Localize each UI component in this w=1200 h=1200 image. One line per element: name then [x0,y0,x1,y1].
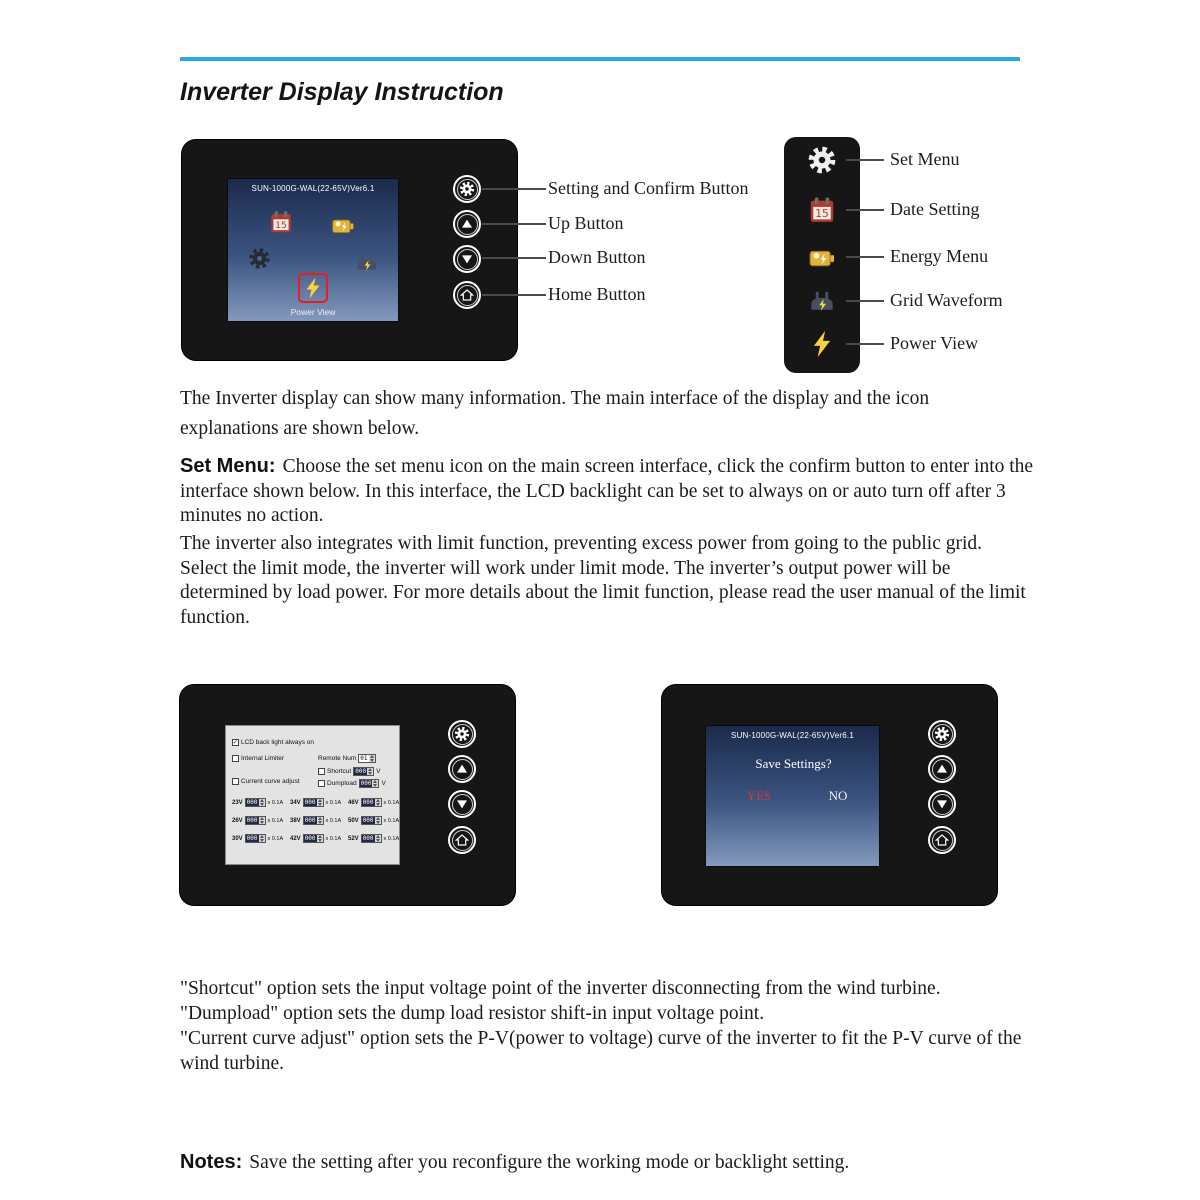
page-title: Inverter Display Instruction [180,78,504,106]
yes-button[interactable]: YES [746,788,772,803]
grid-waveform-icon[interactable] [354,249,380,275]
no-button[interactable]: NO [828,788,848,803]
voltage-label: 46V [348,799,359,806]
lightning-icon[interactable] [301,276,325,300]
down-button[interactable] [448,790,476,818]
gear-icon [454,726,470,742]
dumpload-checkbox[interactable] [318,780,325,787]
current-suffix: x 0.1A [267,817,284,824]
current-value: 000 [246,799,258,806]
up-arrow-icon [459,216,475,232]
callout-line [846,159,884,161]
button-label: Down Button [548,247,646,267]
current-value: 000 [246,817,258,824]
remote-num-value: 01 [360,755,368,762]
current-stepper[interactable] [303,834,324,843]
current-suffix: x 0.1A [325,817,342,824]
voltage-label: 42V [290,835,301,842]
energy-icon [807,242,837,272]
button-label: Up Button [548,213,624,233]
gear-icon[interactable] [248,247,271,270]
dumpload-value: 000 [360,780,372,787]
home-icon [459,287,475,303]
callout-line [846,209,884,211]
notes-body: Save the setting after you reconfigure the working mode or backlight setting. [249,1152,850,1173]
callout-line [846,256,884,258]
current-value: 000 [362,817,374,824]
current-stepper[interactable] [361,834,382,843]
button-label: Setting and Confirm Button [548,178,749,198]
voltage-label: 34V [290,799,301,806]
remote-num-stepper[interactable] [358,754,375,763]
gear-icon [459,181,475,197]
lcd-backlight-checkbox[interactable] [232,739,239,746]
dumpload-label: Dumpload [327,780,357,787]
current-stepper[interactable] [245,834,266,843]
callout-line [846,300,884,302]
current-suffix: x 0.1A [267,835,284,842]
down-arrow-icon [454,796,470,812]
current-value: 000 [246,835,258,842]
legend-label: Power View [890,333,979,353]
gear-icon [807,145,837,175]
voltage-label: 52V [348,835,359,842]
screen-caption: Power View [290,307,336,317]
current-value: 000 [362,835,374,842]
checkbox-label: Current curve adjust [241,778,300,785]
callout-line [482,257,546,259]
current-stepper[interactable] [245,798,266,807]
dumpload-stepper[interactable] [359,779,380,788]
setting-confirm-button[interactable] [453,175,481,203]
calendar-icon[interactable] [268,209,294,235]
lightning-icon [807,329,837,359]
current-stepper[interactable] [361,816,382,825]
current-suffix: x 0.1A [383,799,400,806]
current-stepper[interactable] [303,798,324,807]
intro-paragraph: The Inverter display can show many information. The main interface of the display and the icon explanations are shown below. [180,388,930,439]
shortcut-checkbox[interactable] [318,768,325,775]
checkbox-mark: ✓ [232,738,239,746]
down-button[interactable] [928,790,956,818]
callout-line [846,343,884,345]
home-icon [454,832,470,848]
gear-icon [934,726,950,742]
voltage-label: 38V [290,817,301,824]
inverter-main-screen [227,178,399,322]
calendar-icon [807,195,837,225]
legend-label: Date Setting [890,199,980,219]
current-suffix: x 0.1A [267,799,284,806]
current-curve-option-text: "Current curve adjust" option sets the P-V(power to voltage) curve of the inverter to fit the P-V curve of the wind turbine. [180,1028,1022,1074]
save-settings-screen [705,725,880,867]
remote-num-label: Remote Num [318,755,357,762]
settings-device [180,685,515,905]
save-settings-device [662,685,997,905]
screen-title: SUN-1000G-WAL(22-65V)Ver6.1 [251,184,375,193]
options-paragraph [180,976,1026,1076]
up-arrow-icon [454,761,470,777]
checkbox-label: Internal Limiter [241,755,284,762]
icon-legend-panel [784,137,860,373]
home-button[interactable] [453,281,481,309]
energy-icon[interactable] [330,212,356,238]
current-suffix: x 0.1A [383,817,400,824]
voltage-label: 23V [232,799,243,806]
dumpload-unit: V [381,780,386,787]
settings-screen [225,725,400,865]
shortcut-stepper[interactable] [353,767,374,776]
voltage-label: 26V [232,817,243,824]
current-curve-checkbox[interactable] [232,778,239,785]
shortcut-unit: V [376,768,381,775]
grid-waveform-icon [807,286,837,316]
setting-confirm-button[interactable] [928,720,956,748]
setting-confirm-button[interactable] [448,720,476,748]
voltage-label: 30V [232,835,243,842]
current-suffix: x 0.1A [325,799,342,806]
down-arrow-icon [934,796,950,812]
up-button[interactable] [453,210,481,238]
up-button[interactable] [448,755,476,783]
voltage-label: 50V [348,817,359,824]
current-stepper[interactable] [245,816,266,825]
callout-line [482,188,546,190]
up-button[interactable] [928,755,956,783]
dumpload-option-text: "Dumpload" option sets the dump load resistor shift-in input voltage point. [180,1003,765,1024]
current-value: 000 [304,817,316,824]
stepper-arrows[interactable] [372,780,378,787]
button-label: Home Button [548,284,646,304]
checkbox-label: LCD back light always on [241,739,314,746]
stepper-arrows[interactable] [369,755,375,762]
current-suffix: x 0.1A [325,835,342,842]
accent-rule [180,57,1020,61]
down-button[interactable] [453,245,481,273]
legend-label: Set Menu [890,149,960,169]
set-menu-body: Choose the set menu icon on the main screen interface, click the confirm button to enter into the interface shown below. In this interface, the LCD backlight can be set to always on or auto turn off after 3 minutes no action. [180,456,1034,526]
set-menu-heading: Set Menu: [180,455,276,477]
internal-limiter-checkbox[interactable] [232,755,239,762]
screen-title: SUN-1000G-WAL(22-65V)Ver6.1 [731,731,854,740]
inverter-device [182,140,517,360]
home-button[interactable] [448,826,476,854]
current-stepper[interactable] [303,816,324,825]
legend-label: Grid Waveform [890,290,1003,310]
notes-heading: Notes: [180,1151,243,1173]
down-arrow-icon [459,251,475,267]
callout-line [482,294,546,296]
shortcut-value: 000 [355,768,367,775]
selected-icon-highlight [298,273,328,303]
current-value: 000 [304,799,316,806]
shortcut-option-text: "Shortcut" option sets the input voltage point of the inverter disconnecting from the wind turbine. [180,978,941,999]
save-question: Save Settings? [755,756,832,771]
current-suffix: x 0.1A [383,835,400,842]
notes-paragraph [180,1150,1026,1176]
home-icon [934,832,950,848]
legend-label: Energy Menu [890,246,989,266]
limit-paragraph: The inverter also integrates with limit function, preventing excess power from going to the public grid. Select the limit mode, the inverter will work under limit mode. The inverter’s output power will be determined by load power. For more details about the limit function, please read the user manual of the limit function. [180,533,1026,628]
current-value: 000 [304,835,316,842]
stepper-arrows[interactable] [367,768,373,775]
current-stepper[interactable] [361,798,382,807]
callout-line [482,223,546,225]
set-menu-paragraph [180,454,1036,529]
current-value: 000 [362,799,374,806]
home-button[interactable] [928,826,956,854]
up-arrow-icon [934,761,950,777]
shortcut-label: Shortcut [327,768,352,775]
